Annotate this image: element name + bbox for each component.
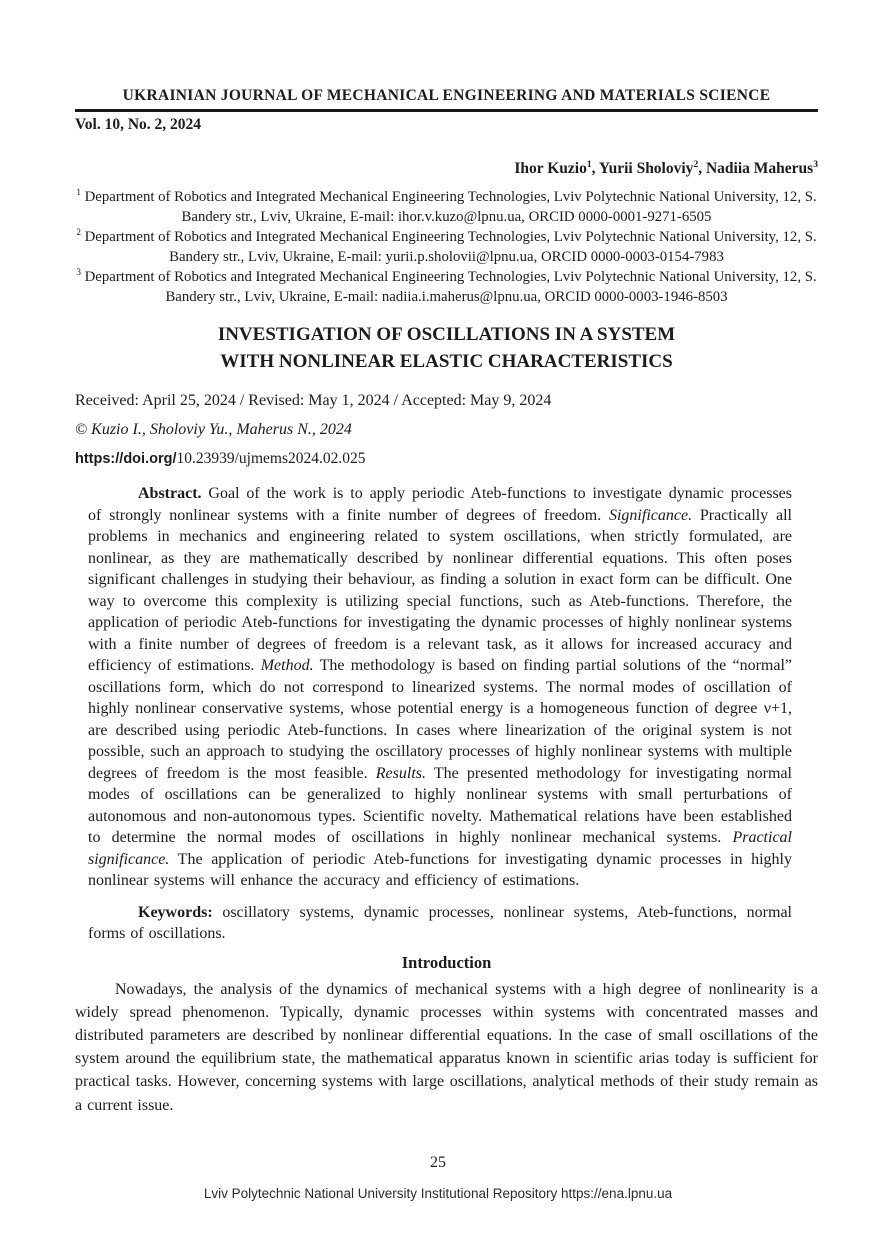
introduction-paragraph: Nowadays, the analysis of the dynamics of mechanical systems with a high degree of nonlinearity is a widely spread phenomenon. Typically, dynamic processes within systems with concentrated masses and distributed parameters are described by nonlinear differential equations. In the case of small oscillations of the system around the equilibrium state, the mathematical apparatus known in scientific arias today is sufficient for practical tasks. However, concerning systems with large oscillations, analytical methods of their study remain as a current issue.	[75, 980, 818, 1114]
abstract-segment: The presented methodology for investigating normal modes of oscillations can be generalized to highly nonlinear systems with small perturbations of autonomous and non-autonomous types. Scientific novelty. Mathematical relations have been established to determine the normal modes of oscillations in highly nonlinear mechanical systems.	[88, 764, 792, 846]
author-separator: ,	[591, 160, 599, 177]
author-separator: ,	[698, 160, 706, 177]
doi-line	[75, 449, 818, 469]
author-superscript: 1	[586, 158, 592, 170]
author-name: Nadiia Maherus	[705, 160, 814, 177]
doi-prefix: https://doi.org/	[75, 451, 177, 467]
abstract-segment-significance: Significance.	[608, 506, 693, 524]
abstract-segment-results: Results.	[375, 764, 426, 782]
keywords-text: oscillatory systems, dynamic processes, nonlinear systems, Ateb-functions, normal forms of oscillations.	[88, 903, 793, 942]
abstract-segment-practical-significance: Practical significance.	[88, 829, 792, 868]
author-name: Ihor Kuzio	[514, 160, 587, 177]
volume-line: Vol. 10, No. 2, 2024	[75, 116, 202, 133]
affiliations-block	[75, 187, 818, 307]
abstract-segment: The application of periodic Ateb-functions for investigating dynamic processes in highly nonlinear systems will enhance the accuracy and efficiency of estimations.	[88, 850, 792, 889]
affiliation-item	[75, 227, 818, 267]
keywords-label: Keywords:	[138, 903, 223, 921]
paper-title-line-2: WITH NONLINEAR ELASTIC CHARACTERISTICS	[220, 351, 673, 372]
copyright-line: © Kuzio I., Sholoviy Yu., Maherus N., 2024	[75, 421, 352, 438]
affiliation-superscript: 2	[76, 227, 81, 238]
header-rule	[75, 109, 818, 112]
abstract-segment-method: Method.	[260, 657, 314, 674]
affiliation-text: Department of Robotics and Integrated Mechanical Engineering Technologies, Lviv Polytechnic National University, 12, S. Bandery str., Lviv, Ukraine, E-mail: nadiia.i.maherus@lpnu.ua, ORCID 0000-0003-1946-8503	[80, 269, 817, 305]
received-line: Received: April 25, 2024 / Revised: May 1, 2024 / Accepted: May 9, 2024	[75, 392, 552, 409]
repository-footer: Lviv Polytechnic National University Institutional Repository https://ena.lpnu.ua	[203, 1186, 673, 1201]
abstract-label: Abstract.	[138, 485, 209, 502]
author-superscript: 3	[813, 158, 818, 170]
affiliation-item	[75, 187, 818, 227]
journal-title: UKRAINIAN JOURNAL OF MECHANICAL ENGINEERING AND MATERIALS SCIENCE	[122, 87, 771, 104]
author-name: Yurii Sholoviy	[598, 160, 694, 177]
abstract-segment: Practically all problems in mechanics and engineering related to system oscillations, when strictly formulated, are nonlinear, as they are mathematically described by nonlinear differential equations. This often poses significant challenges in studying their behaviour, as finding a solution in exact form can be difficult. One way to overcome this complexity is utilizing special functions, such as Ateb-functions. Therefore, the application of periodic Ateb-functions for investigating the dynamic processes of highly nonlinear systems with a finite number of degrees of freedom is a relevant task, as it allows for increased accuracy and efficiency of estimations.	[88, 506, 793, 674]
page-number: 25	[430, 1154, 446, 1171]
affiliation-superscript: 3	[76, 267, 81, 278]
affiliation-text: Department of Robotics and Integrated Mechanical Engineering Technologies, Lviv Polytechnic National University, 12, S. Bandery str., Lviv, Ukraine, E-mail: yurii.p.sholovii@lpnu.ua, ORCID 0000-0003-0154-7983	[80, 229, 817, 265]
affiliation-item	[75, 267, 818, 307]
introduction-heading: Introduction	[401, 952, 492, 972]
affiliation-text: Department of Robotics and Integrated Mechanical Engineering Technologies, Lviv Polytechnic National University, 12, S. Bandery str., Lviv, Ukraine, E-mail: ihor.v.kuzo@lpnu.ua, ORCID 0000-0001-9271-6505	[80, 189, 817, 225]
doi-suffix: 10.23939/ujmems2024.02.025	[176, 450, 366, 467]
author-superscript: 2	[693, 158, 699, 170]
authors-line	[75, 159, 818, 178]
abstract-segment: The methodology is based on finding partial solutions of the “normal” oscillations form, which do not correspond to linearized systems. The normal modes of oscillation of highly nonlinear conservative systems, whose potential energy is a homogeneous function of degree ν+1, are described using periodic Ateb-functions. In cases where linearization of the original system is not possible, such an approach to studying the oscillatory processes of highly nonlinear systems with multiple degrees of freedom is the most feasible.	[88, 657, 792, 782]
paper-title	[75, 321, 818, 375]
affiliation-superscript: 1	[76, 187, 81, 198]
abstract-segment: Goal of the work is to apply periodic Ateb-functions to investigate dynamic processes of strongly nonlinear systems with a finite number of degrees of freedom.	[88, 485, 792, 524]
paper-title-line-1: INVESTIGATION OF OSCILLATIONS IN A SYSTEM	[217, 324, 676, 345]
keywords-paragraph	[88, 902, 792, 945]
abstract-paragraph	[88, 483, 792, 892]
